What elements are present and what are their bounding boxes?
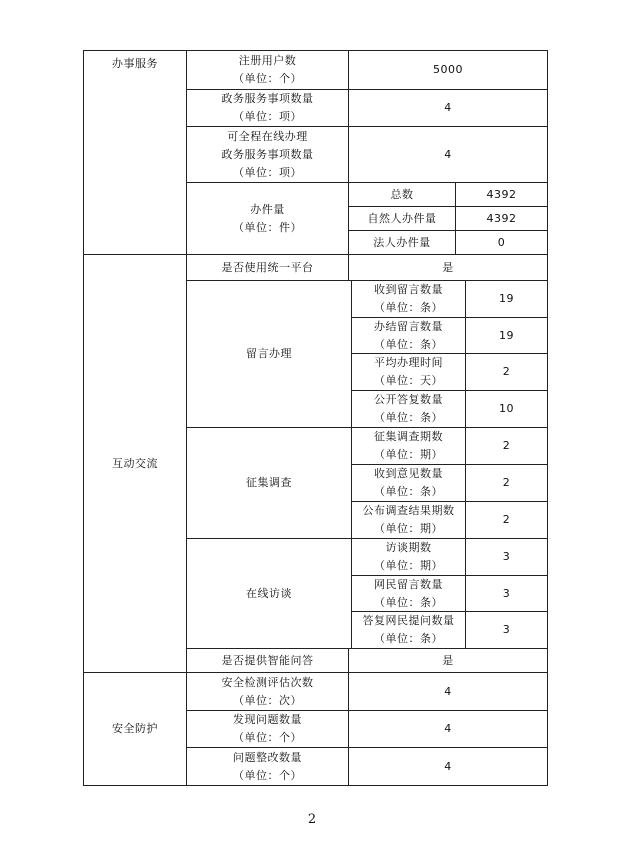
unified-platform-label: 是否使用统一平台: [221, 260, 314, 274]
opinions-received-label: 收到意见数量 （单位：条）: [374, 467, 443, 498]
cases-legal-label: 法人办件量: [373, 235, 431, 249]
avg-time-label: 平均办理时间 （单位：天）: [374, 356, 443, 387]
answered-questions-value: 3: [502, 623, 511, 636]
section-banshi: 办事服务: [112, 57, 158, 70]
unified-platform-value: 是: [442, 260, 454, 274]
avg-time-value: 2: [502, 365, 511, 378]
survey-label: 征集调查: [246, 476, 292, 489]
interview-periods-label: 访谈期数 （单位：期）: [374, 541, 443, 572]
problems-found-value: 4: [444, 722, 452, 735]
registered-users-value: 5000: [433, 63, 463, 76]
cases-total-label: 总数: [390, 187, 414, 201]
cases-label: 办件量 （单位：件）: [233, 202, 302, 234]
security-inspections-value: 4: [444, 684, 452, 698]
page-number: 2: [307, 812, 317, 827]
opinions-received-value: 2: [502, 476, 511, 489]
online-interview-label: 在线访谈: [246, 586, 292, 600]
answered-questions-label: 答复网民提问数量 （单位：条）: [362, 614, 455, 645]
smart-qa-label: 是否提供智能问答: [221, 653, 314, 667]
security-inspections-label: 安全检测评估次数 （单位：次）: [221, 675, 314, 707]
smart-qa-value: 是: [442, 653, 454, 667]
survey-periods-value: 2: [502, 439, 511, 452]
netizen-messages-value: 3: [502, 586, 511, 600]
messages-received-value: 19: [499, 292, 514, 305]
online-items-label: 可全程在线办理 政务服务事项数量 （单位：项）: [221, 129, 314, 179]
survey-results-value: 2: [502, 513, 511, 526]
problems-fixed-value: 4: [444, 759, 452, 773]
message-handling-label: 留言办理: [246, 347, 292, 360]
table-border: [83, 785, 548, 786]
problems-found-label: 发现问题数量 （单位：个）: [233, 713, 302, 744]
netizen-messages-label: 网民留言数量 （单位：条）: [374, 577, 443, 609]
section-anquan: 安全防护: [112, 722, 158, 735]
public-replies-value: 10: [499, 402, 514, 415]
interview-periods-value: 3: [502, 550, 511, 563]
public-replies-label: 公开答复数量 （单位：条）: [374, 393, 443, 424]
service-items-label: 政务服务事项数量 （单位：项）: [221, 92, 314, 123]
table-border: [547, 50, 548, 786]
problems-fixed-label: 问题整改数量 （单位：个）: [233, 750, 302, 782]
messages-concluded-value: 19: [499, 328, 514, 342]
survey-results-label: 公布调查结果期数 （单位：期）: [362, 504, 455, 535]
online-items-value: 4: [444, 147, 452, 161]
cases-natural-label: 自然人办件量: [367, 211, 437, 225]
section-hudong: 互动交流: [112, 456, 158, 470]
cases-total-value: 4392: [486, 187, 517, 201]
service-items-value: 4: [444, 101, 452, 114]
messages-concluded-label: 办结留言数量 （单位：条）: [374, 319, 443, 351]
cases-natural-value: 4392: [486, 211, 517, 225]
cases-legal-value: 0: [497, 235, 506, 249]
registered-users-label: 注册用户数 （单位：个）: [233, 54, 302, 85]
survey-periods-label: 征集调查期数 （单位：期）: [374, 430, 443, 461]
messages-received-label: 收到留言数量 （单位：条）: [374, 283, 443, 314]
